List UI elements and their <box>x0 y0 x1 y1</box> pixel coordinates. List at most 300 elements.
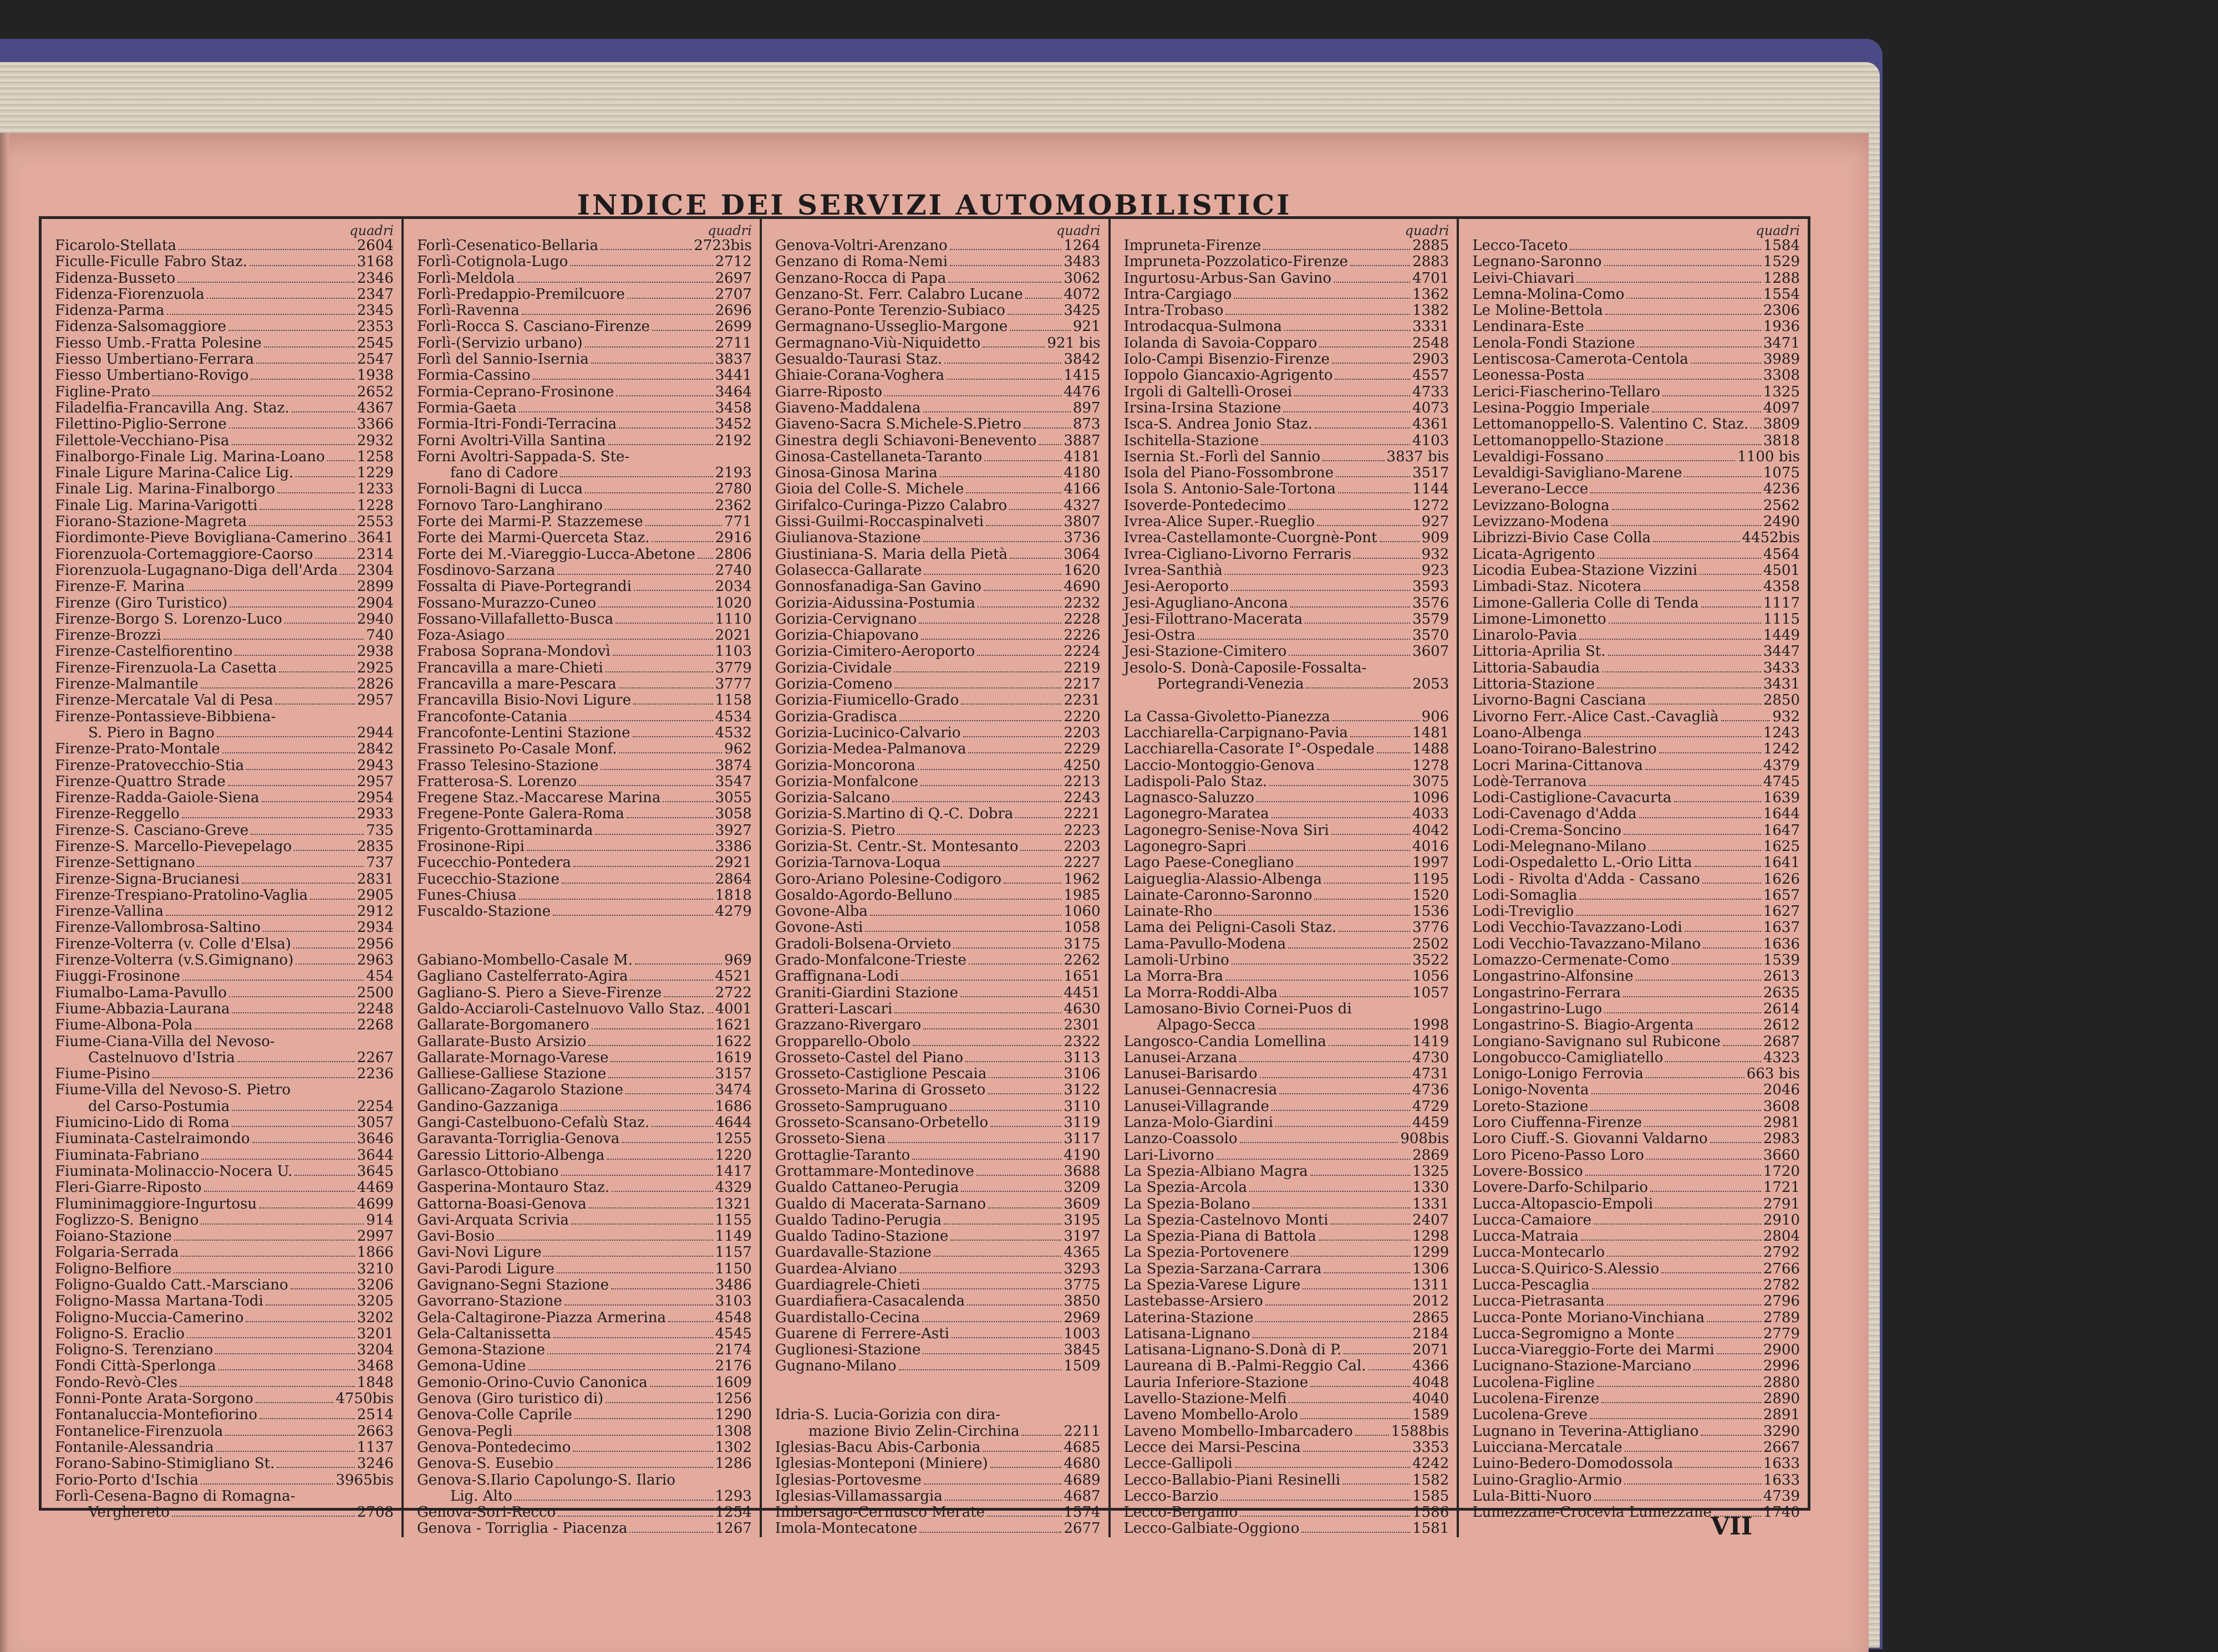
dot-leader <box>1288 947 1410 949</box>
quadro-number: 1866 <box>357 1244 394 1261</box>
index-entry <box>417 384 752 400</box>
index-entry <box>775 1488 1101 1505</box>
route-name: Fiume-Ciana-Villa del Nevoso- <box>55 1033 275 1050</box>
index-entry <box>1124 611 1449 628</box>
route-name: Loro Ciuffenna-Firenze <box>1472 1114 1642 1131</box>
index-entry <box>775 758 1101 774</box>
entry-list <box>1472 238 1800 1521</box>
quadro-number: 1308 <box>715 1422 752 1440</box>
index-entry <box>417 579 752 595</box>
index-entry <box>1472 952 1800 968</box>
index-entry <box>1472 968 1800 985</box>
dot-leader <box>1590 1418 1761 1419</box>
route-name: Firenze-Pratovecchio-Stia <box>55 757 245 774</box>
quadro-number: 2806 <box>715 545 752 563</box>
dot-leader <box>613 655 713 656</box>
route-name: Latisana-Lignano-S.Donà di P. <box>1123 1342 1342 1359</box>
dot-leader <box>1256 801 1410 802</box>
dot-leader <box>1665 1061 1761 1062</box>
quadro-number: 3464 <box>715 383 752 400</box>
quadro-number: 1302 <box>715 1439 752 1456</box>
route-name: Lentiscosa-Camerota-Centola <box>1472 351 1688 368</box>
route-name: Luino-Bedero-Domodossola <box>1472 1455 1673 1472</box>
quadro-number: 4469 <box>357 1179 394 1196</box>
route-name: Giulianova-Stazione <box>775 529 921 547</box>
index-entry <box>55 823 394 839</box>
quadro-number: 3202 <box>357 1309 394 1326</box>
dot-leader <box>608 444 713 445</box>
dot-leader <box>978 606 1061 608</box>
dot-leader <box>984 590 1061 591</box>
dot-leader <box>635 963 722 965</box>
dot-leader <box>989 1077 1061 1078</box>
route-name: Firenze-Malmantile <box>55 676 199 693</box>
route-name: Frabosa Soprana-Mondovì <box>416 643 611 660</box>
route-name: Librizzi-Bivio Case Colla <box>1472 529 1651 547</box>
quadro-number: 4644 <box>715 1114 752 1131</box>
index-entry <box>417 595 752 611</box>
route-name: Forlì-Ravenna <box>416 302 520 319</box>
quadro-number: 908bis <box>1400 1130 1449 1148</box>
dot-leader <box>1645 769 1761 770</box>
index-entry <box>1472 287 1800 303</box>
quadro-number: 1157 <box>715 1244 752 1261</box>
route-name: Formia-Cassino <box>416 367 531 384</box>
index-entry <box>1124 595 1449 611</box>
route-name: Lecco-Bergamo <box>1123 1504 1238 1521</box>
quadro-number: 2925 <box>357 659 394 676</box>
route-name: Lig. Alto <box>450 1487 512 1505</box>
dot-leader <box>1339 931 1410 932</box>
dot-leader <box>663 801 713 802</box>
quadro-number: 1998 <box>1412 1017 1449 1034</box>
route-name: La Morra-Roddi-Alba <box>1123 984 1278 1001</box>
dot-leader <box>174 1240 355 1241</box>
index-entry <box>1472 1342 1800 1358</box>
route-name: Latisana-Lignano <box>1123 1325 1250 1342</box>
quadro-number: 3058 <box>715 805 752 823</box>
route-name: Isca-S. Andrea Jonio Staz. <box>1123 416 1313 433</box>
route-name: Iglesias-Bacu Abis-Carbonia <box>775 1439 981 1456</box>
route-name: Loano-Toirano-Balestrino <box>1472 741 1657 758</box>
index-entry <box>775 1099 1101 1115</box>
index-entry <box>1472 855 1800 871</box>
route-name: Lucca-Viareggio-Forte dei Marmi <box>1472 1342 1715 1359</box>
index-entry <box>1124 1001 1449 1017</box>
route-name: Lodi-Treviglio <box>1472 903 1574 920</box>
index-entry <box>1124 1245 1449 1261</box>
index-entry <box>775 465 1101 481</box>
route-name: Forlì-Cotignola-Lugo <box>416 253 568 271</box>
route-name: Firenze (Giro Turistico) <box>55 594 228 611</box>
index-entry <box>55 1440 394 1456</box>
index-entry <box>55 611 394 628</box>
index-entry <box>417 1488 752 1505</box>
index-entry <box>417 1375 752 1391</box>
quadro-number: 2176 <box>715 1358 752 1375</box>
index-entry <box>1472 1456 1800 1472</box>
quadro-number: 3122 <box>1064 1082 1101 1099</box>
index-entry <box>55 968 394 985</box>
quadro-number: 1330 <box>1412 1179 1449 1196</box>
dot-leader <box>988 1093 1061 1094</box>
index-entry <box>417 498 752 514</box>
quadro-number: 2712 <box>715 253 752 271</box>
index-entry <box>1472 1293 1800 1309</box>
quadro-number: 3157 <box>715 1065 752 1083</box>
quadro-number: 2934 <box>357 919 394 936</box>
dot-leader <box>1594 1500 1761 1501</box>
index-entry <box>775 611 1101 628</box>
index-entry <box>1124 351 1449 368</box>
route-name: Fidenza-Fiorenzuola <box>55 285 205 303</box>
route-name: Foiano-Stazione <box>55 1228 172 1245</box>
route-name: Figline-Prato <box>55 383 151 400</box>
index-entry <box>1472 741 1800 757</box>
route-name: fano di Cadore <box>450 465 558 482</box>
dot-leader <box>1579 899 1761 900</box>
route-name: Ghiaie-Corana-Voghera <box>775 367 944 384</box>
dot-leader <box>1586 330 1761 331</box>
index-entry <box>55 1050 394 1066</box>
dot-leader <box>284 623 355 624</box>
quadro-number: 2226 <box>1064 627 1101 644</box>
index-entry <box>1124 676 1449 692</box>
index-entry <box>775 952 1101 968</box>
route-name: Ginestra degli Schiavoni-Benevento <box>775 432 1037 449</box>
quadro-number: 4367 <box>357 399 394 416</box>
dot-leader <box>1296 866 1410 867</box>
dot-leader <box>664 996 713 997</box>
quadro-number: 2780 <box>715 481 752 498</box>
page-title: INDICE DEI SERVIZI AUTOMOBILISTICI <box>577 188 1292 221</box>
quadro-number: 4750bis <box>335 1390 394 1408</box>
dot-leader <box>899 720 1061 721</box>
dot-leader <box>547 1353 713 1354</box>
dot-leader <box>924 574 1061 575</box>
route-name: Longastrino-Alfonsine <box>1472 968 1634 985</box>
route-name: Loreto-Stazione <box>1472 1098 1589 1115</box>
route-name: Firenze-Radda-Gaiole-Siena <box>55 789 260 807</box>
dot-leader <box>1319 346 1410 348</box>
dot-leader <box>1707 1321 1761 1322</box>
dot-leader <box>606 1402 713 1403</box>
dot-leader <box>1606 460 1735 461</box>
quadro-number: 2804 <box>1763 1228 1800 1245</box>
route-name: Guglionesi-Stazione <box>775 1342 921 1359</box>
route-name: Leivi-Chiavari <box>1472 269 1575 287</box>
index-entry <box>1472 1115 1800 1131</box>
quadro-number: 1325 <box>1412 1162 1449 1180</box>
index-entry <box>775 1342 1101 1358</box>
quadro-number: 3206 <box>357 1277 394 1293</box>
quadro-number: 3204 <box>357 1342 394 1359</box>
dot-leader <box>533 379 713 380</box>
quadro-number: 2301 <box>1064 1017 1101 1034</box>
quadro-number: 2211 <box>1064 1422 1101 1440</box>
route-name: Gorizia-Cividale <box>775 659 892 676</box>
index-entry <box>417 254 752 270</box>
dot-leader <box>892 801 1061 802</box>
index-entry <box>1124 271 1449 287</box>
route-name: Lettomanoppello-Stazione <box>1472 432 1664 449</box>
quadro-number: 3452 <box>715 416 752 433</box>
quadro-number: 2347 <box>357 285 394 303</box>
route-name: Frigento-Grottaminarda <box>416 822 593 839</box>
quadro-number: 1574 <box>1064 1504 1101 1521</box>
dot-leader <box>1231 590 1410 591</box>
dot-leader <box>894 1012 1061 1013</box>
route-name: Levaldigi-Savigliano-Marene <box>1472 465 1682 482</box>
quadro-number: 2891 <box>1763 1406 1800 1424</box>
index-entry <box>1124 1034 1449 1050</box>
index-entry <box>417 1066 752 1082</box>
dot-leader <box>1581 1240 1761 1241</box>
quadro-number: 962 <box>724 741 752 758</box>
route-name: Lugnano in Teverina-Attigliano <box>1472 1422 1699 1440</box>
dot-leader <box>232 1110 354 1111</box>
quadro-number: 4534 <box>715 708 752 725</box>
index-entry <box>1472 579 1800 595</box>
route-name: La Spezia-Castelnovo Monti <box>1123 1211 1329 1228</box>
route-name: Laccio-Montoggio-Genova <box>1123 757 1315 774</box>
quadro-number: 1382 <box>1412 302 1449 319</box>
index-entry <box>1472 319 1800 335</box>
dot-leader <box>266 1304 355 1306</box>
dot-leader <box>708 1012 713 1013</box>
dot-leader <box>527 850 713 851</box>
dot-leader <box>888 1142 1061 1143</box>
dot-leader <box>1294 395 1410 396</box>
index-entry <box>1472 1407 1800 1423</box>
route-name: Firenze-Vallombrosa-Saltino <box>55 919 261 936</box>
dot-leader <box>1225 314 1410 315</box>
route-name: Isoverde-Pontedecimo <box>1123 497 1286 514</box>
index-entry <box>775 303 1101 319</box>
dot-leader <box>952 1337 1061 1338</box>
quadro-number: 2796 <box>1763 1293 1800 1310</box>
dot-leader <box>152 395 355 396</box>
route-name: Fossano-Villafalletto-Busca <box>416 610 614 628</box>
quadro-number: 1242 <box>1763 741 1800 758</box>
route-name: Imbersago-Cernusco Merate <box>775 1504 985 1521</box>
route-name: Fiume-Villa del Nevoso-S. Pietro <box>55 1082 291 1099</box>
index-entry <box>775 1310 1101 1326</box>
dot-leader <box>507 639 713 640</box>
route-name: Fregene-Ponte Galera-Roma <box>416 805 624 823</box>
dot-leader <box>1217 1159 1411 1160</box>
dot-leader <box>948 282 1061 283</box>
dot-leader <box>1300 1418 1410 1419</box>
route-name: Foligno-S. Eraclio <box>55 1325 185 1342</box>
dot-leader <box>1310 1386 1410 1387</box>
route-name: Fossalta di Piave-Portegrandi <box>416 578 632 595</box>
dot-leader <box>1624 834 1761 835</box>
dot-leader <box>923 1288 1062 1289</box>
index-entry <box>775 968 1101 985</box>
quadro-number: 1254 <box>715 1504 752 1521</box>
dot-leader <box>1624 1483 1761 1485</box>
route-name: Germagnano-Usseglio-Margone <box>775 318 1008 335</box>
index-entry <box>55 774 394 790</box>
dot-leader <box>934 1256 1061 1257</box>
route-name: Firenze-S. Casciano-Greve <box>55 822 249 839</box>
quadro-number: 1740 <box>1763 1504 1800 1521</box>
quadro-number: 1228 <box>357 497 394 514</box>
route-name: Lanusei-Villagrande <box>1123 1098 1269 1115</box>
index-entry <box>1472 1180 1800 1196</box>
dot-leader <box>601 769 713 770</box>
dot-leader <box>164 639 364 640</box>
quadro-number: 4040 <box>1412 1390 1449 1408</box>
quadro-number: 1229 <box>357 465 394 482</box>
dot-leader <box>1691 363 1761 364</box>
route-name: Iglesias-Portovesme <box>775 1471 922 1488</box>
route-name: Gangi-Castelbuono-Cefalù Staz. <box>416 1114 650 1131</box>
index-entry <box>775 806 1101 822</box>
quadro-number: 2677 <box>1064 1520 1101 1537</box>
dot-leader <box>1279 1093 1410 1094</box>
dot-leader <box>1329 1045 1410 1046</box>
quadro-number: 1609 <box>715 1374 752 1391</box>
index-entry <box>417 888 752 904</box>
quadro-number: 1286 <box>715 1455 752 1472</box>
quadro-number: 2826 <box>357 676 394 693</box>
route-name: Gemona-Udine <box>416 1358 526 1375</box>
dot-leader <box>585 492 713 493</box>
index-entry <box>55 644 394 660</box>
quadro-number: 3809 <box>1763 416 1800 433</box>
route-name: Gagliano Castelferrato-Agira <box>416 968 628 985</box>
index-entry <box>1472 692 1800 708</box>
dot-leader <box>950 265 1061 266</box>
index-entry <box>775 287 1101 303</box>
route-name: Lago Paese-Conegliano <box>1123 854 1294 871</box>
route-name: Gorizia-Monfalcone <box>775 773 919 790</box>
quadro-number: 3293 <box>1064 1260 1101 1277</box>
quadro-number: 1633 <box>1763 1471 1800 1488</box>
index-entry <box>55 303 394 319</box>
quadro-number: 3064 <box>1064 545 1101 563</box>
dot-leader <box>923 1353 1061 1354</box>
index-entry <box>1472 1050 1800 1066</box>
dot-leader <box>912 1159 1061 1160</box>
quadro-number: 2904 <box>357 594 394 611</box>
route-name: Lodi-Melegnano-Milano <box>1472 838 1646 855</box>
index-entry <box>55 319 394 335</box>
route-name: Fiorano-Stazione-Magreta <box>55 513 247 531</box>
dot-leader <box>522 314 713 315</box>
route-name: La Spezia-Albiano Magra <box>1123 1162 1308 1180</box>
route-name: Forlì-Meldola <box>416 269 515 287</box>
route-name: Impruneta-Pozzolatico-Firenze <box>1123 253 1348 271</box>
dot-leader <box>260 1418 355 1419</box>
dot-leader <box>528 1369 713 1370</box>
entry-list <box>1124 238 1449 1537</box>
quadro-number: 4073 <box>1412 399 1449 416</box>
route-name: Fiesso Umbertiano-Ferrara <box>55 351 255 368</box>
route-name: Forte dei Marmi-Querceta Staz. <box>416 529 650 547</box>
index-entry <box>1124 416 1449 432</box>
index-entry <box>775 1066 1101 1082</box>
route-name: Gela-Caltanissetta <box>416 1325 551 1342</box>
route-name: Lodi-Ospedaletto L.-Orio Litta <box>1472 854 1692 871</box>
index-entry <box>55 660 394 676</box>
index-entry <box>775 416 1101 432</box>
dot-leader <box>591 363 713 364</box>
index-entry <box>1472 1440 1800 1456</box>
index-entry <box>417 806 752 822</box>
quadro-number: 1644 <box>1763 805 1800 823</box>
index-entry <box>1124 465 1449 481</box>
quadro-number: 1481 <box>1412 724 1449 741</box>
index-entry <box>1124 254 1449 270</box>
quadro-number: 2850 <box>1763 692 1800 709</box>
quadro-number: 2792 <box>1763 1244 1800 1261</box>
dot-leader <box>1717 1353 1761 1354</box>
dot-leader <box>237 1061 355 1062</box>
dot-leader <box>1576 282 1761 283</box>
quadro-number: 2213 <box>1064 773 1101 790</box>
dot-leader <box>1008 314 1061 315</box>
dot-leader <box>920 785 1061 786</box>
index-entry <box>1472 806 1800 822</box>
index-entry <box>417 335 752 351</box>
quadro-number: 3641 <box>357 529 394 547</box>
index-entry <box>1124 952 1449 968</box>
route-name: Gualdo Tadino-Stazione <box>775 1228 949 1245</box>
dot-leader <box>251 834 364 835</box>
quadro-number: 1155 <box>715 1211 752 1228</box>
index-entry <box>775 1180 1101 1196</box>
route-name: Lucca-Matraia <box>1472 1228 1579 1245</box>
dot-leader <box>1604 1012 1761 1013</box>
index-entry <box>1124 1342 1449 1358</box>
dot-leader <box>1650 1191 1761 1192</box>
route-name: Isernia St.-Forlì del Sannio <box>1123 448 1321 465</box>
route-name: Gavi-Parodi Ligure <box>416 1260 554 1277</box>
dot-leader <box>279 671 355 672</box>
index-entry <box>417 1017 752 1033</box>
dot-leader <box>242 883 355 884</box>
route-name: Genova-Colle Caprile <box>416 1406 572 1424</box>
quadro-number: 2254 <box>357 1098 394 1115</box>
route-name: Intra-Trobaso <box>1123 302 1224 319</box>
dot-leader <box>1198 639 1410 640</box>
dot-leader <box>611 1061 713 1062</box>
quadro-number: 4545 <box>715 1325 752 1342</box>
index-entry <box>775 709 1101 725</box>
quadro-number: 2996 <box>1763 1358 1800 1375</box>
route-name: Fluminimaggiore-Ingurtosu <box>55 1195 257 1212</box>
route-name: Gropparello-Obolo <box>775 1033 910 1050</box>
route-name: Firenze-F. Marina <box>55 578 185 595</box>
index-entry <box>1472 1391 1800 1407</box>
dot-leader <box>606 671 713 672</box>
index-entry <box>417 1001 752 1017</box>
index-entry <box>55 1131 394 1147</box>
index-entry <box>1124 1228 1449 1245</box>
dot-leader <box>919 1532 1061 1533</box>
quadro-number: 2899 <box>357 578 394 595</box>
route-name: Lodi Vecchio-Tavazzano-Lodi <box>1472 919 1682 936</box>
route-name: Lucca-Pietrasanta <box>1472 1293 1605 1310</box>
quadro-number: 3447 <box>1763 643 1800 660</box>
quadro-number: 1278 <box>1412 757 1449 774</box>
dot-leader <box>961 703 1061 705</box>
dot-leader <box>1626 298 1761 299</box>
dot-leader <box>634 590 713 591</box>
